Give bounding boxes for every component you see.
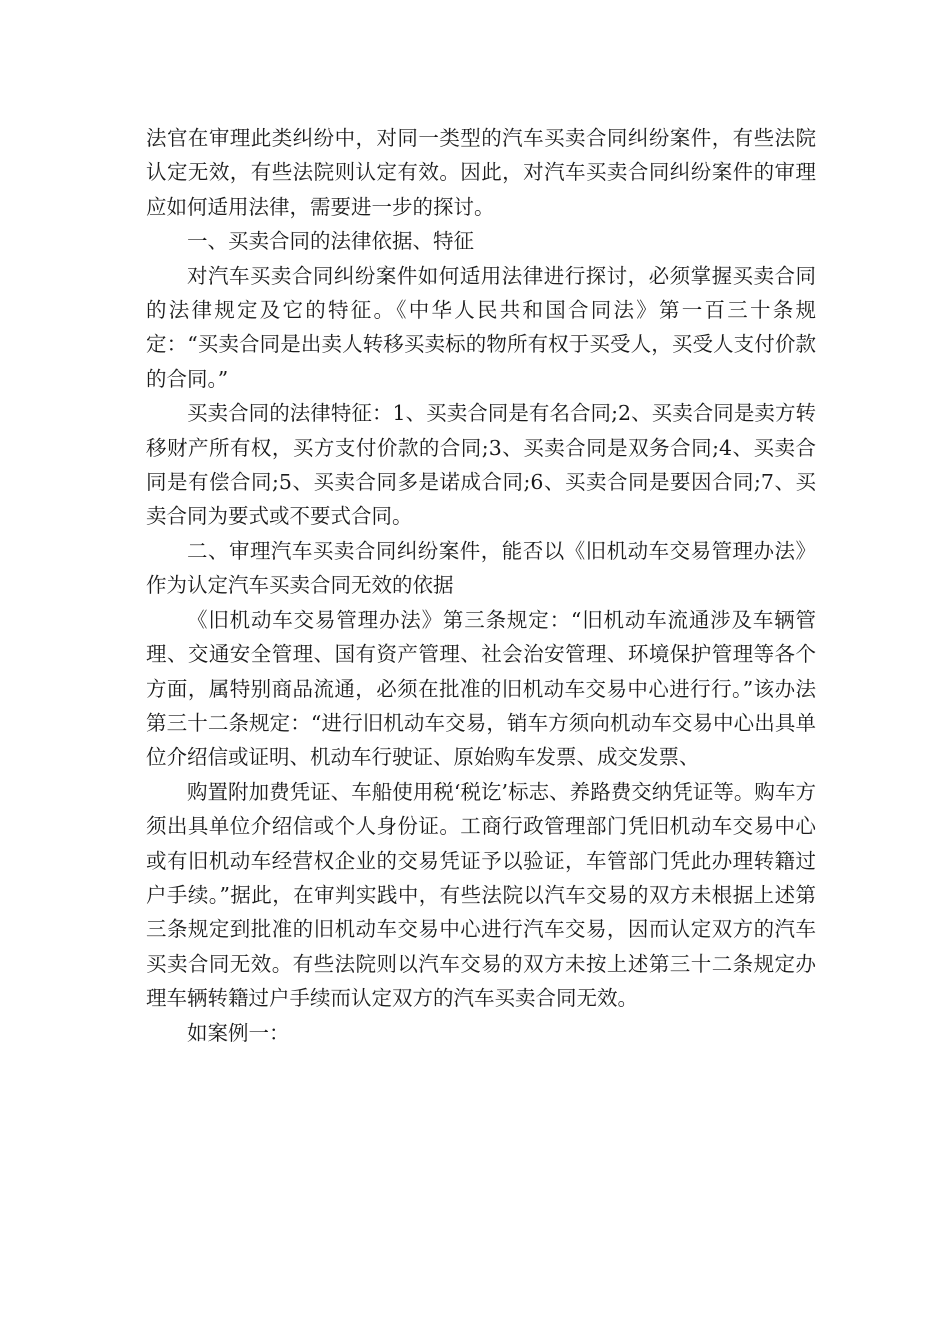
paragraph-continuation: 法官在审理此类纠纷中，对同一类型的汽车买卖合同纠纷案件，有些法院认定无效，有些法院则认定有效。因此，对汽车买卖合同纠纷案件的审理应如何适用法律，需要进一步的探讨。 [146, 126, 816, 219]
paragraph-legal-basis: 对汽车买卖合同纠纷案件如何适用法律进行探讨，必须掌握买卖合同的法律规定及它的特征。《中华人民共和国合同法》第一百三十条规定：“买卖合同是出卖人转移买卖标的物所有权于买受人，买受人支付价款的合同。” [146, 263, 816, 391]
paragraph-article-three: 《旧机动车交易管理办法》第三条规定：“旧机动车流通涉及车辆管理、交通安全管理、国有资产管理、社会治安管理、环境保护管理等各个方面，属特别商品流通，必须在批准的旧机动车交易中心进行行。”该办法第三十二条规定：“进行旧机动车交易，销车方须向机动车交易中心出具单位介绍信或证明、机动车行驶证、原始购车发票、成交发票、 [146, 607, 816, 770]
paragraph-article-thirty-two: 购置附加费凭证、车船使用税‘税讫’标志、养路费交纳凭证等。购车方须出具单位介绍信或个人身份证。工商行政管理部门凭旧机动车交易中心或有旧机动车经营权企业的交易凭证予以验证，车管部门凭此办理转籍过户手续。”据此，在审判实践中，有些法院以汽车交易的双方未根据上述第三条规定到批准的旧机动车交易中心进行汽车交易，因而认定双方的汽车买卖合同无效。有些法院则以汽车交易的双方未按上述第三十二条规定办理车辆转籍过户手续而认定双方的汽车买卖合同无效。 [146, 779, 816, 1011]
paragraph-case-intro: 如案例一： [187, 1020, 290, 1045]
document-body [146, 121, 816, 1050]
paragraph-legal-features: 买卖合同的法律特征：1、买卖合同是有名合同;2、买卖合同是卖方转移财产所有权，买方支付价款的合同;3、买卖合同是双务合同;4、买卖合同是有偿合同;5、买卖合同多是诺成合同;6、买卖合同是要因合同;7、买卖合同为要式或不要式合同。 [146, 401, 816, 529]
section-heading-2: 二、审理汽车买卖合同纠纷案件，能否以《旧机动车交易管理办法》作为认定汽车买卖合同无效的依据 [146, 538, 816, 598]
section-heading-1: 一、买卖合同的法律依据、特征 [187, 229, 474, 254]
